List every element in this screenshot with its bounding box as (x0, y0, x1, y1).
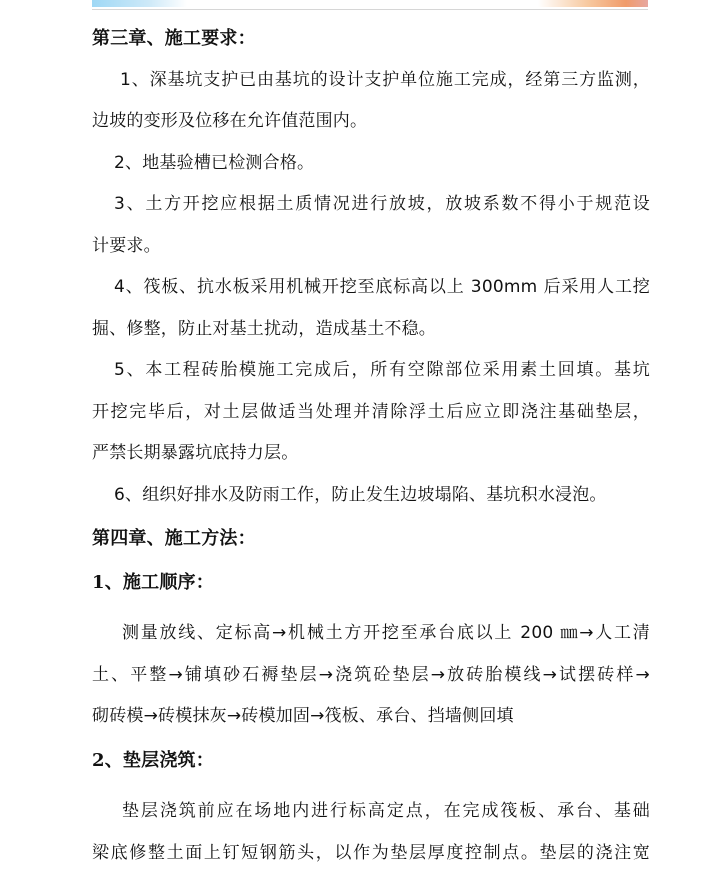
chapter3-title: 第三章、施工要求： (92, 18, 650, 60)
item4-line1: 4、筏板、抗水板采用机械开挖至底标高以上 300mm 后采用人工挖 (92, 267, 650, 309)
spacer (92, 781, 650, 791)
document-body (92, 18, 650, 874)
item3-line1: 3、土方开挖应根据土质情况进行放坡，放坡系数不得小于规范设 (92, 184, 650, 226)
page-header-decoration (92, 0, 648, 9)
item1-line2: 边坡的变形及位移在允许值范围内。 (92, 101, 650, 143)
chapter4-title: 第四章、施工方法： (92, 518, 650, 560)
item5-line2: 开挖完毕后，对土层做适当处理并清除浮土后应立即浇注基础垫层， (92, 392, 650, 434)
item2-line1: 2、地基验槽已检测合格。 (92, 143, 650, 185)
section1-line3: 砌砖模→砖模抹灰→砖模加固→筏板、承台、挡墙侧回填 (92, 696, 650, 738)
section1-line2: 土、平整→铺填砂石褥垫层→浇筑砼垫层→放砖胎模线→试摆砖样→ (92, 655, 650, 697)
item5-line3: 严禁长期暴露坑底持力层。 (92, 433, 650, 475)
section2-title: 2、垫层浇筑： (92, 740, 650, 782)
section2-line1: 垫层浇筑前应在场地内进行标高定点，在完成筏板、承台、基础 (92, 791, 650, 833)
section2-line2: 梁底修整土面上钉短钢筋头，以作为垫层厚度控制点。垫层的浇注宽 (92, 833, 650, 874)
item1-line1: 1、深基坑支护已由基坑的设计支护单位施工完成，经第三方监测， (92, 60, 650, 102)
section1-line1: 测量放线、定标高→机械土方开挖至承台底以上 200 ㎜→人工清 (92, 613, 650, 655)
section1-title: 1、施工顺序： (92, 562, 650, 604)
header-gradient-left (92, 0, 187, 7)
header-gradient-right (538, 0, 648, 7)
item3-line2: 计要求。 (92, 226, 650, 268)
item5-line1: 5、本工程砖胎模施工完成后，所有空隙部位采用素土回填。基坑 (92, 350, 650, 392)
spacer (92, 603, 650, 613)
header-rule (92, 9, 648, 10)
item6-line1: 6、组织好排水及防雨工作，防止发生边坡塌陷、基坑积水浸泡。 (92, 475, 650, 517)
item4-line2: 掘、修整，防止对基土扰动，造成基土不稳。 (92, 309, 650, 351)
